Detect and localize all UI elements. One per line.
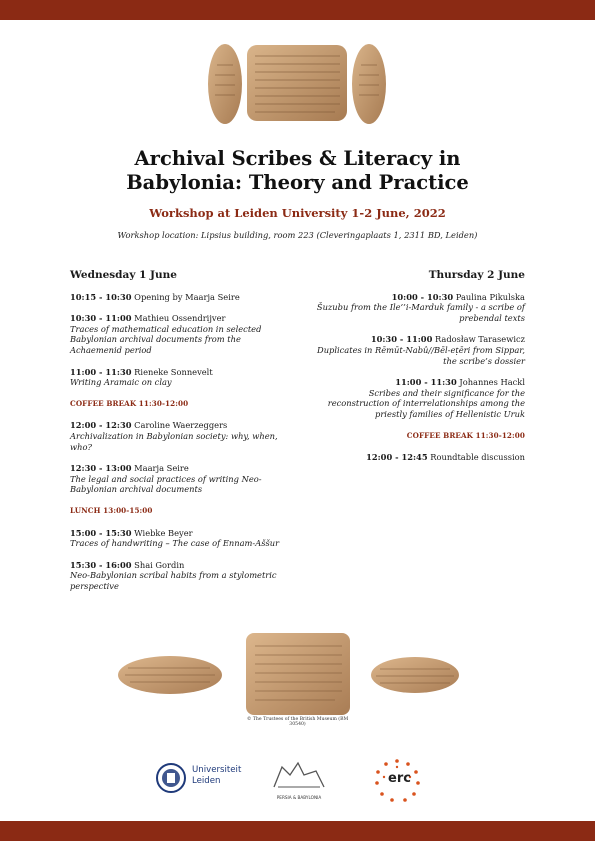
schedule-entry: 10:15 - 10:30 Opening by Maarja Seire	[70, 291, 240, 302]
leiden-university-logo: Universiteit Leiden	[156, 759, 246, 801]
lunch-break: LUNCH 13:00-15:00	[70, 505, 153, 515]
thursday-schedule	[310, 270, 525, 474]
wednesday-schedule	[70, 270, 285, 602]
tablet-image-top	[205, 40, 390, 128]
bottom-banner	[0, 821, 595, 841]
schedule-entry: 12:30 - 13:00 Maarja Seire The legal and social practices of writing Neo-Babylonian archival documents	[70, 463, 262, 495]
schedule-entry: 10:00 - 10:30 Paulina Pikulska Šuzubu from the Ile’’i-Marduk family - a scribe of prebendal texts	[316, 291, 525, 323]
top-banner	[0, 0, 595, 20]
winged-horse-icon	[268, 757, 330, 793]
leiden-seal-icon	[156, 759, 186, 797]
schedule-entry: 15:30 - 16:00 Shai Gordin Neo-Babylonian scribal habits from a stylometric perspective	[70, 559, 277, 591]
image-credit: © The Trustees of the British Museum (BM 30540)	[246, 717, 349, 728]
erc-logo: erc	[372, 757, 422, 803]
schedule-entry: 10:30 - 11:00 Mathieu Ossendrijver Traces of mathematical education in selected Babylonian archival documents from the Achaemenid period	[70, 313, 262, 355]
workshop-subtitle: Workshop at Leiden University 1-2 June, 2022	[149, 206, 446, 220]
coffee-break: COFFEE BREAK 11:30-12:00	[70, 398, 189, 408]
day-heading: Wednesday 1 June	[70, 269, 177, 281]
schedule-entry: 11:00 - 11:30 Rieneke Sonnevelt Writing Aramaic on clay	[70, 366, 213, 388]
schedule-entry: 12:00 - 12:45 Roundtable discussion	[366, 452, 525, 463]
schedule-entry: 10:30 - 11:00 Radosław Tarasewicz Duplicates in Rēmūt-Nabû//Bēl-eṭēri from Sippar, the scribe’s dossier	[317, 334, 525, 366]
schedule-entry: 15:00 - 15:30 Wiebke Beyer Traces of handwriting – The case of Ennam-Aššur	[70, 527, 280, 549]
day-heading: Thursday 2 June	[428, 269, 525, 281]
logo-row	[0, 755, 595, 805]
coffee-break: COFFEE BREAK 11:30-12:00	[406, 430, 525, 440]
schedule-entry: 12:00 - 12:30 Caroline Waerzeggers Archivalization in Babylonian society: why, when, who?	[70, 420, 278, 452]
tablet-image-bottom	[110, 628, 485, 728]
persia-babylonia-logo: PERSIA & BABYLONIA	[268, 757, 330, 803]
workshop-location: Workshop location: Lipsius building, room 223 (Cleveringaplaats 1, 2311 BD, Leiden)	[117, 230, 478, 240]
schedule-entry: 11:00 - 11:30 Johannes Hackl Scribes and their significance for the reconstruction of interrelationships among the priestly families of Hellenistic Uruk	[327, 377, 525, 419]
workshop-title: Archival Scribes & Literacy in Babylonia: Theory and Practice	[126, 147, 469, 194]
